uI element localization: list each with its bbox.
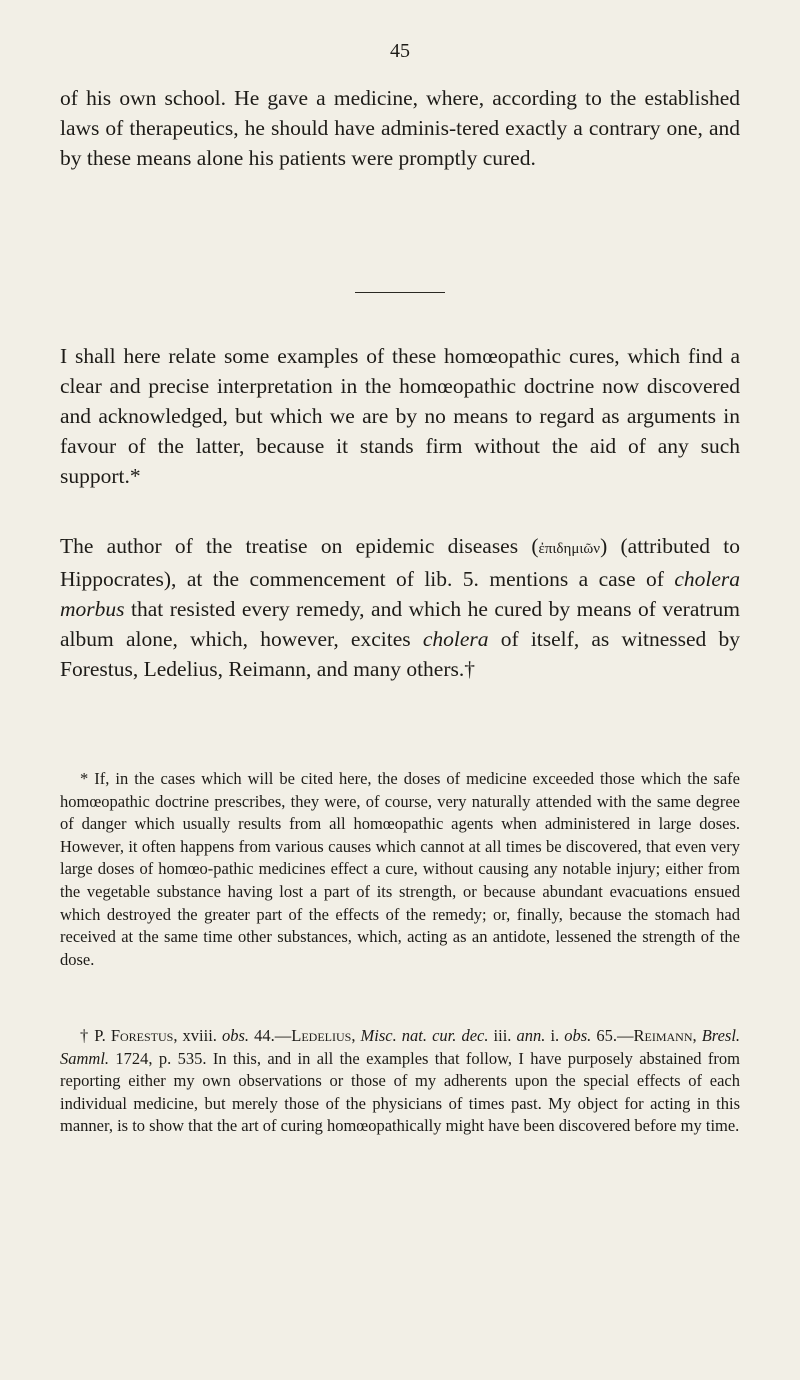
italic-term-cholera-morbus: cholera morbus: [60, 567, 740, 621]
paragraph-3-part1: The author of the treatise on epidemic diseases (: [60, 534, 539, 558]
page-number: 45: [390, 40, 410, 62]
footnote-2-ref2: 44.—: [249, 1026, 292, 1045]
abbr-obs-1: obs.: [222, 1026, 250, 1045]
author-forestus: Forestus: [110, 1026, 174, 1045]
paragraph-3-part2: ) (attributed to Hippocrates), at the commencement of lib. 5. mentions a case of: [60, 534, 741, 591]
footnote-2-ref5: i.: [545, 1026, 565, 1045]
greek-term: ἐπιδημιῶν: [538, 541, 601, 557]
footnote-2-ref8: 1724, p. 535. In this, and in all the examples that follow, I have purposely abstained from reporting either my own observations or those of my adherents upon the special effects of each individual medicine, but merely those of the physicians of times past. My object for acting in this manner, is to show that the art of curing homœopathically might have been discovered before my time.: [60, 1048, 740, 1136]
footnote-2: [60, 1025, 740, 1138]
footnote-2-ref3: ,: [351, 1026, 361, 1045]
footnote-2-ref1: , xviii.: [173, 1026, 222, 1045]
footnote-2-ref4: iii.: [488, 1026, 517, 1045]
paragraph-2: I shall here relate some examples of these homœopathic cures, which find a clear and precise interpretation in the homœopathic doctrine now discovered and acknowledged, but which we are by no means to regard as arguments in favour of the latter, because it stands firm without the aid of any such support.*: [60, 344, 740, 488]
section-divider: [355, 292, 445, 293]
author-reimann: Reimann: [633, 1026, 693, 1045]
footnote-2-ref7: ,: [692, 1026, 702, 1045]
title-bresl-samml: Bresl. Samml.: [60, 1026, 741, 1068]
paragraph-3: [60, 531, 740, 684]
author-ledelius: Ledelius: [291, 1026, 352, 1045]
footnote-2-mark: † P.: [80, 1026, 111, 1045]
abbr-ann: ann.: [516, 1026, 546, 1045]
footnote-2-ref6: 65.—: [591, 1026, 634, 1045]
footnote-1: * If, in the cases which will be cited here, the doses of medicine exceeded those which the safe homœopathic doctrine prescribes, they were, of course, very naturally attended with the same degree of danger which usually results from all homœopathic agents when administered in large doses. However, it often happens from various causes which cannot at all times be discovered, that even very large doses of homœo-pathic medicines effect a cure, without causing any notable injury; either from the vegetable substance having lost a part of its strength, or because abundant evacuations ensued which destroyed the greater part of the effects of the remedy; or, finally, because the stomach had received at the same time other substances, which, acting as an antidote, lessened the strength of the dose.: [60, 769, 740, 969]
abbr-obs-2: obs.: [564, 1026, 592, 1045]
paragraph-1: of his own school. He gave a medicine, where, according to the established laws of therapeutics, he should have adminis-tered exactly a contrary one, and by these means alone his patients were promptly cured.: [60, 86, 740, 170]
title-misc-nat-cur: Misc. nat. cur. dec.: [360, 1026, 489, 1045]
paragraph-3-part3: that resisted every remedy, and which he cured by means of veratrum album alone, which, however, excites: [60, 597, 740, 651]
italic-term-cholera: cholera: [422, 627, 489, 651]
paragraph-3-part4: of itself, as witnessed by Forestus, Ledelius, Reimann, and many others.†: [60, 627, 740, 681]
